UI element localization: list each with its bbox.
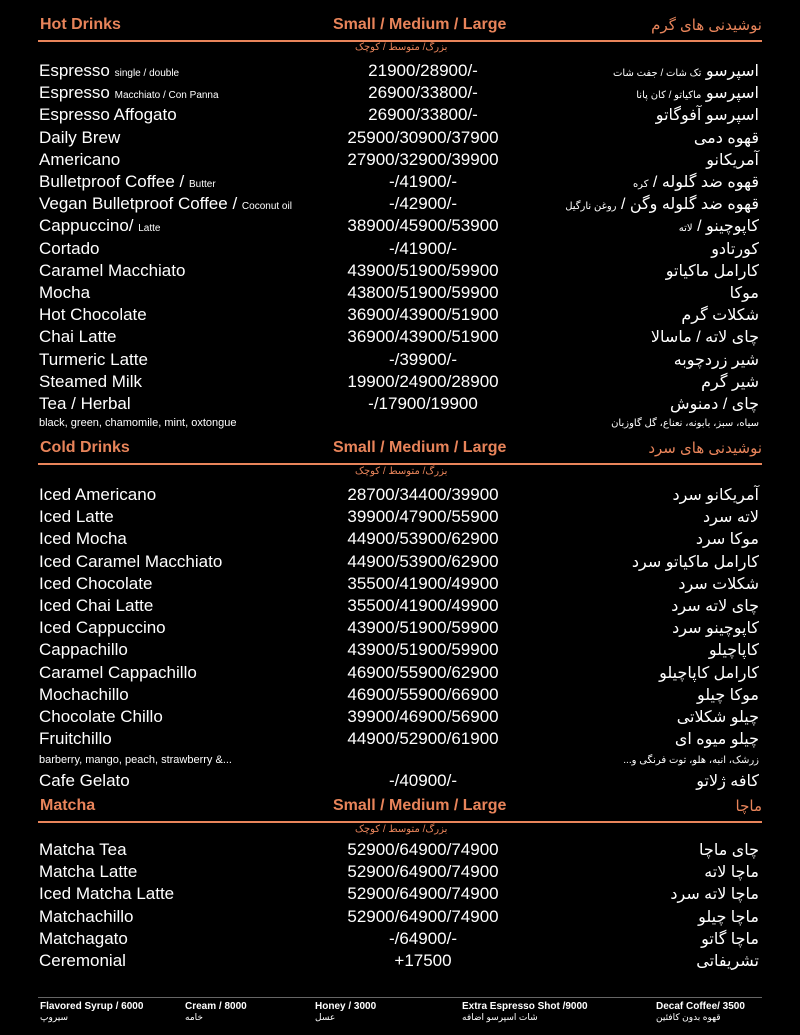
menu-row-iced-latte: [39, 507, 759, 529]
footer-divider: [38, 997, 762, 998]
item-price: 38900/45900/53900: [347, 216, 499, 236]
extra-item-label: Honey / 3000: [315, 1001, 377, 1012]
item-price: +17500: [394, 951, 452, 970]
cold-drinks-note-fa: زرشک، انبه، هلو، توت فرنگی و...: [623, 755, 759, 766]
hot-drinks-title: Hot Drinks: [40, 16, 121, 33]
extra-item-label-fa: عسل: [315, 1012, 336, 1022]
menu-row-matchachillo: [39, 907, 759, 929]
item-price: 44900/53900/62900: [347, 529, 499, 549]
menu-row-iced-chocolate: [39, 574, 759, 596]
item-name: Turmeric Latte: [39, 349, 148, 369]
item-price: 28700/34400/39900: [347, 485, 499, 504]
menu-row-caramel-macchiato: [39, 261, 759, 283]
item-price: 52900/64900/74900: [347, 906, 499, 926]
item-price: 35500/41900/49900: [347, 596, 499, 615]
item-price: 36900/43900/51900: [347, 327, 499, 347]
item-name-fa: کارامل کاپاچیلو: [659, 664, 759, 682]
item-name-fa: کارامل ماکیاتو سرد: [631, 553, 759, 571]
item-price: -/41900/-: [388, 238, 458, 258]
item-name-fa: لاته سرد: [703, 509, 759, 527]
hot-drinks-note: black, green, chamomile, mint, oxtongue: [39, 417, 237, 429]
item-name: Matcha Latte: [39, 862, 138, 882]
item-variant: Butter: [188, 179, 216, 190]
menu-row-iced-chai-latte: [39, 596, 759, 618]
cold-drinks-title: Cold Drinks: [40, 439, 130, 456]
item-name-fa: چیلو شکلاتی: [676, 709, 759, 726]
item-price: -/64900/-: [388, 928, 458, 948]
item-name-fa: شکلات گرم: [681, 307, 759, 325]
item-price: 21900/28900/-: [368, 61, 478, 80]
item-price: 19900/24900/28900: [347, 371, 499, 391]
menu-row-vegan-bulletproof-coffee-coconut-oil: [39, 194, 759, 216]
menu-row-daily-brew: [39, 128, 759, 150]
item-variant-fa: کره: [632, 179, 649, 190]
menu-row-mochachillo: [39, 685, 759, 707]
item-name-fa: موکا چیلو: [696, 686, 759, 704]
item-name-fa: کارامل ماکیاتو: [665, 262, 759, 280]
item-name-fa: چیلو میوه ای: [674, 731, 759, 749]
item-price: -/40900/-: [388, 771, 458, 790]
extra-item-label-fa: قهوه بدون کافئین: [656, 1012, 721, 1022]
item-name-fa: قهوه ضد گلوله وگن / روغن نارگیل: [565, 196, 759, 214]
extra-item-label-fa: سیروپ: [40, 1012, 69, 1022]
item-name-fa: ماچا لاته سرد: [670, 886, 759, 904]
menu-row-iced-cappuccino: [39, 618, 759, 640]
item-name: Cafe Gelato: [39, 771, 130, 790]
menu-row-bulletproof-coffee-butter: [39, 172, 759, 194]
item-price: 52900/64900/74900: [347, 840, 499, 859]
menu-row-iced-matcha-latte: [39, 884, 759, 906]
menu-row-hot-chocolate: [39, 305, 759, 327]
menu-row-iced-caramel-macchiato: [39, 552, 759, 574]
item-variant-fa: روغن نارگیل: [565, 201, 617, 213]
item-name: Iced Caramel Macchiato: [39, 551, 223, 571]
item-variant: Macchiato / Con Panna: [114, 90, 219, 102]
item-name: Iced Matcha Latte: [39, 884, 175, 904]
item-name: Fruitchillo: [39, 729, 112, 749]
menu-row-caramel-cappachillo: [39, 663, 759, 685]
item-name-fa: چای لاته / ماسالا: [650, 329, 759, 347]
item-name: Vegan Bulletproof Coffee / Coconut oil: [39, 194, 292, 214]
hot-drinks-note-fa: سیاه، سبز، بابونه، نعناع، گل گاوزبان: [611, 418, 759, 429]
menu-row-matchagato: [39, 929, 759, 951]
item-name: Matchachillo: [39, 906, 134, 926]
item-price: 46900/55900/62900: [347, 662, 499, 682]
cold-drinks-note: barberry, mango, peach, strawberry &...: [39, 754, 232, 766]
item-name-fa: موکا: [729, 285, 759, 302]
item-name-fa: شکلات سرد: [678, 575, 759, 593]
item-name: Iced Chocolate: [39, 573, 153, 593]
extra-item-decaf-coffee-3500: [656, 1001, 745, 1023]
item-name-fa: کافه ژلاتو: [696, 773, 759, 790]
item-name-fa: ماچا گاتو: [701, 930, 759, 948]
item-name-fa: اسپرسو تک شات / جفت شات: [612, 63, 759, 80]
item-name-fa: تشریفاتی: [696, 953, 759, 970]
extra-item-label: Cream / 8000: [185, 1001, 247, 1012]
matcha-sizes-fa: بزرگ/ متوسط / کوچک: [355, 824, 448, 835]
item-price: -/42900/-: [388, 194, 458, 214]
menu-row-matcha-latte: [39, 862, 759, 884]
item-name: Iced Cappuccino: [39, 618, 166, 638]
item-price: 52900/64900/74900: [347, 862, 499, 882]
item-name-fa: قهوه ضد گلوله / کره: [632, 174, 759, 191]
cold-drinks-header: [38, 439, 762, 465]
matcha-title-fa: ماچا: [735, 798, 762, 815]
item-name-fa: چای / دمنوش: [670, 396, 759, 413]
cold-drinks-sizes: Small / Medium / Large: [333, 439, 507, 456]
item-name-fa: ماچا چیلو: [698, 908, 759, 926]
menu-row-cappachillo: [39, 640, 759, 662]
item-price: 46900/55900/66900: [347, 684, 499, 704]
item-name: Iced Mocha: [39, 529, 127, 549]
item-price: 35500/41900/49900: [347, 573, 499, 593]
menu-row-cappuccino-latte: [39, 216, 759, 238]
matcha-header: [38, 797, 762, 823]
item-name: Cortado: [39, 238, 100, 258]
item-name-fa: چای لاته سرد: [671, 598, 759, 615]
item-name: Matchagato: [39, 928, 128, 948]
item-variant: Coconut oil: [241, 201, 292, 213]
item-name-fa: آمریکانو سرد: [672, 487, 759, 504]
item-price: 36900/43900/51900: [347, 305, 499, 325]
menu-row-iced-mocha: [39, 529, 759, 551]
item-name-fa: کورتادو: [711, 240, 759, 258]
item-price: 25900/30900/37900: [347, 127, 499, 147]
cold-drinks-sizes-fa: بزرگ/ متوسط / کوچک: [355, 466, 448, 477]
item-price: 26900/33800/-: [368, 83, 478, 103]
item-name-fa: ماچا لاته: [704, 864, 759, 882]
item-variant-fa: لاته: [678, 223, 693, 235]
menu-row-cortado: [39, 239, 759, 261]
item-name: Espresso single / double: [39, 61, 180, 80]
item-price: 52900/64900/74900: [347, 884, 499, 904]
item-name-fa: قهوه دمی: [693, 129, 759, 147]
item-name: Mochachillo: [39, 684, 129, 704]
item-name-fa: چای ماچا: [699, 842, 759, 859]
menu-row-americano: [39, 150, 759, 172]
menu-row-mocha: [39, 283, 759, 305]
item-name: Matcha Tea: [39, 840, 127, 859]
item-name: Ceremonial: [39, 951, 126, 970]
item-name: Cappuccino/ Latte: [39, 216, 161, 236]
item-price: 26900/33800/-: [368, 105, 478, 125]
extra-item-label-fa: شات اسپرسو اضافه: [462, 1012, 538, 1022]
item-name: Chai Latte: [39, 327, 117, 347]
item-name: Americano: [39, 149, 121, 169]
menu-row-tea-herbal: [39, 394, 759, 416]
item-price: 27900/32900/39900: [347, 149, 499, 169]
menu-row-chai-latte: [39, 327, 759, 349]
menu-row-espresso-single-double: [39, 61, 759, 83]
item-price: 39900/47900/55900: [347, 507, 499, 527]
item-name-fa: اسپرسو ماکیاتو / کان پانا: [636, 85, 759, 103]
extra-item-cream-8000: [185, 1001, 247, 1023]
item-name: Mocha: [39, 283, 91, 302]
item-price: -/17900/19900: [368, 394, 478, 413]
item-name: Caramel Cappachillo: [39, 662, 197, 682]
menu-row-espresso-affogato: [39, 105, 759, 127]
extra-item-label: Extra Espresso Shot /9000: [462, 1001, 588, 1012]
item-name: Cappachillo: [39, 640, 128, 660]
item-price: 39900/46900/56900: [347, 707, 499, 726]
item-name-fa: شیر زردچوبه: [673, 351, 759, 369]
item-price: 43900/51900/59900: [347, 640, 499, 660]
extra-item-label: Flavored Syrup / 6000: [40, 1001, 144, 1012]
cold-drinks-title-fa: نوشیدنی های سرد: [648, 440, 762, 457]
item-name: Iced Chai Latte: [39, 596, 154, 615]
item-name-fa: اسپرسو آفوگاتو: [655, 107, 759, 125]
item-name-fa: موکا سرد: [695, 531, 759, 549]
matcha-title: Matcha: [40, 797, 96, 814]
menu-row-steamed-milk: [39, 372, 759, 394]
item-name: Caramel Macchiato: [39, 260, 186, 280]
menu-row-cafe-gelato: [39, 771, 759, 793]
item-name: Espresso Macchiato / Con Panna: [39, 83, 219, 103]
item-name: Tea / Herbal: [39, 394, 131, 413]
item-name-fa: کاپاچیلو: [708, 642, 759, 660]
item-name-fa: کاپوچینو / لاته: [678, 218, 759, 236]
hot-drinks-title-fa: نوشیدنی های گرم: [651, 17, 762, 34]
hot-drinks-sizes-fa: بزرگ/ متوسط / کوچک: [355, 42, 448, 53]
item-variant: Latte: [138, 223, 161, 235]
item-price: 44900/53900/62900: [347, 551, 499, 571]
item-name: Chocolate Chillo: [39, 707, 163, 726]
matcha-sizes: Small / Medium / Large: [333, 797, 507, 814]
menu-row-fruitchillo: [39, 729, 759, 751]
item-variant-fa: تک شات / جفت شات: [612, 68, 702, 79]
item-name: Iced Latte: [39, 507, 114, 527]
item-price: 43900/51900/59900: [347, 618, 499, 638]
hot-drinks-header: [38, 16, 762, 42]
item-name: Hot Chocolate: [39, 305, 147, 325]
item-name: Daily Brew: [39, 127, 121, 147]
item-variant-fa: ماکیاتو / کان پانا: [636, 90, 702, 102]
menu-row-chocolate-chillo: [39, 707, 759, 729]
extra-item-flavored-syrup-6000: [40, 1001, 143, 1023]
item-price: -/39900/-: [388, 349, 458, 369]
menu-row-turmeric-latte: [39, 350, 759, 372]
item-price: -/41900/-: [388, 172, 458, 191]
extra-item-honey-3000: [315, 1001, 376, 1023]
menu-row-matcha-tea: [39, 840, 759, 862]
item-price: 43800/51900/59900: [347, 283, 499, 302]
item-name-fa: کاپوچینو سرد: [672, 620, 759, 638]
hot-drinks-sizes: Small / Medium / Large: [333, 16, 507, 33]
menu-row-ceremonial: [39, 951, 759, 973]
item-name: Espresso Affogato: [39, 105, 177, 125]
extra-item-extra-espresso-shot-9000: [462, 1001, 588, 1023]
item-name: Steamed Milk: [39, 371, 142, 391]
item-name-fa: آمریکانو: [706, 151, 759, 169]
item-name-fa: شیر گرم: [701, 373, 759, 391]
extra-item-label: Decaf Coffee/ 3500: [656, 1001, 745, 1012]
menu-row-iced-americano: [39, 485, 759, 507]
item-price: 44900/52900/61900: [347, 729, 499, 749]
menu-row-espresso-macchiato-con-panna: [39, 83, 759, 105]
item-price: 43900/51900/59900: [347, 260, 499, 280]
item-name: Iced Americano: [39, 485, 157, 504]
item-variant: single / double: [114, 68, 180, 79]
extra-item-label-fa: خامه: [185, 1012, 203, 1022]
item-name: Bulletproof Coffee / Butter: [39, 172, 216, 191]
